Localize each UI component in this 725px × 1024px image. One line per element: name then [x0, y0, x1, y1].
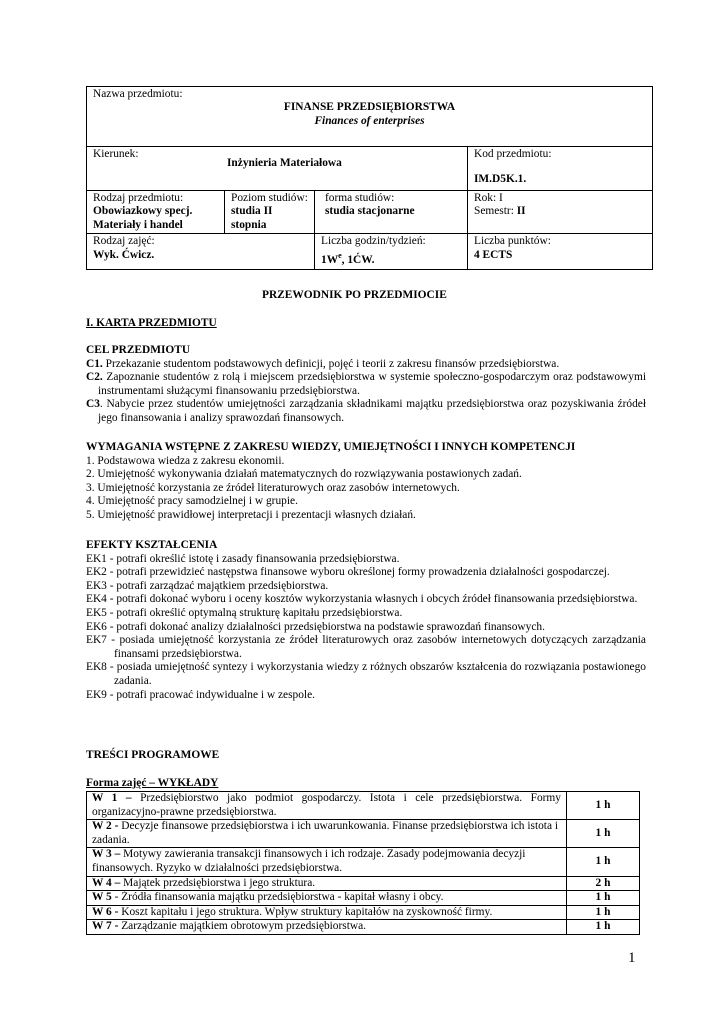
requirement-item: 3. Umiejętność korzystania ze źródeł literaturowych oraz zasobów internetowych.: [86, 481, 460, 494]
table-row: [87, 848, 640, 876]
type-value-2: Materiały i handel: [93, 218, 183, 231]
outcome-item: EK3 - potrafi zarządzać majątkiem przedsiębiorstwa.: [86, 579, 329, 592]
table-row: [87, 920, 640, 935]
lecture-hours: 1 h: [567, 905, 640, 920]
goal-item: C2. Zapoznanie studentów z rolą i miejscem przedsiębiorstwa w systemie społeczno-gospodarczym oraz podstawowymi instrumentami służącymi finansowaniu przedsiębiorstwa.: [86, 371, 646, 397]
outcome-item: EK4 - potrafi dokonać wyboru i oceny kosztów wykorzystania własnych i obcych źródeł finansowania przedsiębiorstwa.: [86, 593, 638, 606]
level-label: Poziom studiów:: [231, 192, 308, 204]
subject-name: FINANSE PRZEDSIĘBIORSTWA: [283, 101, 456, 114]
classes-cell: [87, 234, 315, 270]
lecture-topic: W 3 – Motywy zawierania transakcji finansowych i ich rodzaje. Zasady podejmowania decyzji finansowych. Ryzyko w działalności przedsiębiorstwa.: [87, 848, 567, 876]
field-label: Kierunek:: [93, 148, 139, 160]
table-row: [87, 792, 640, 820]
lecture-topic: W 6 - Koszt kapitału i jego struktura. Wpływ struktury kapitałów na zyskowność firmy.: [87, 905, 567, 920]
lecture-topic: W 4 – Majątek przedsiębiorstwa i jego struktura.: [87, 876, 567, 891]
hours-label: Liczba godzin/tydzień:: [321, 235, 426, 248]
goals-title: CEL PRZEDMIOTU: [86, 344, 191, 356]
code-cell: [468, 147, 653, 191]
outcome-item: EK2 - potrafi przewidzieć następstwa finansowe wyboru określonej formy prowadzenia działalności gospodarczej.: [86, 566, 610, 579]
table-row: [87, 876, 640, 891]
level-cell: [225, 191, 315, 234]
level-value: studia II stopnia: [231, 205, 273, 231]
subject-name-cell: [87, 87, 653, 147]
field-value: Inżynieria Materiałowa: [227, 157, 342, 170]
semester-label: Semestr:: [474, 205, 514, 218]
year-cell: [468, 191, 653, 234]
points-label: Liczba punktów:: [474, 235, 551, 248]
requirement-item: 1. Podstawowa wiedza z zakresu ekonomii.: [86, 454, 285, 467]
requirements-title: WYMAGANIA WSTĘPNE Z ZAKRESU WIEDZY, UMIEJĘTNOŚCI I INNYCH KOMPETENCJI: [86, 441, 576, 453]
lectures-table: [86, 791, 640, 935]
semester-line: [474, 205, 646, 218]
lecture-hours: 1 h: [567, 820, 640, 848]
lecture-topic: W 7 - Zarządzanie majątkiem obrotowym przedsiębiorstwa.: [87, 920, 567, 935]
requirement-item: 4. Umiejętność pracy samodzielnej i w grupie.: [86, 495, 298, 508]
form-label: forma studiów:: [325, 192, 395, 204]
lecture-hours: 1 h: [567, 792, 640, 820]
subject-name-en: Finances of enterprises: [314, 114, 425, 127]
classes-label: Rodzaj zajęć:: [93, 235, 155, 248]
code-label: Kod przedmiotu:: [474, 148, 552, 160]
points-cell: [468, 234, 653, 270]
points-value: 4 ECTS: [474, 248, 513, 261]
requirements-section: [86, 441, 646, 523]
outcome-item: EK7 - posiada umiejętność korzystania ze źródeł literaturowych oraz zasobów internetowych dotyczących zarządzania finansami przedsiębiorstwa.: [86, 634, 646, 660]
table-row: [87, 905, 640, 920]
outcomes-title: EFEKTY KSZTAŁCENIA: [86, 539, 218, 551]
outcome-item: EK1 - potrafi określić istotę i zasady finansowania przedsiębiorstwa.: [86, 552, 400, 565]
type-value: Obowiazkowy specj.: [93, 205, 193, 218]
outcome-item: EK5 - potrafi określić optymalną strukturę kapitału przedsiębiorstwa.: [86, 606, 403, 619]
form-cell: [315, 191, 468, 234]
lecture-hours: 1 h: [567, 848, 640, 876]
code-value: IM.D5K.1.: [474, 173, 527, 186]
lecture-hours: 1 h: [567, 891, 640, 906]
outcome-item: EK9 - potrafi pracować indywidualne i w zespole.: [86, 688, 315, 701]
hours-cell: [315, 234, 468, 270]
outcome-item: EK8 - posiada umiejętność syntezy i wykorzystania wiedzy z różnych obszarów kształcenia do rozwiązania postawionego zadania.: [86, 661, 646, 687]
outcome-item: EK6 - potrafi dokonać analizy działalności przedsiębiorstwa na podstawie sprawozdań finansowych.: [86, 620, 545, 633]
lectures-title: Forma zajęć – WYKŁADY: [86, 777, 219, 789]
goals-section: [86, 344, 646, 426]
goal-item: C1. Przekazanie studentom podstawowych definicji, pojęć i teorii z zakresu finansów przedsiębiorstwa.: [86, 357, 560, 370]
hours-value: $1W^e$, 1ĆW.: [321, 250, 375, 266]
classes-value: Wyk. Ćwicz.: [93, 248, 155, 261]
guide-title: PRZEWODNIK PO PRZEDMIOCIE: [262, 289, 447, 301]
card-title: I. KARTA PRZEDMIOTU: [86, 317, 217, 329]
requirement-item: 5. Umiejętność prawidłowej interpretacji i prezentacji własnych działań.: [86, 508, 416, 521]
type-label: Rodzaj przedmiotu:: [93, 192, 184, 204]
field-cell: [87, 147, 468, 191]
table-row: [87, 820, 640, 848]
goal-item: C3. Nabycie przez studentów umiejętności zarządzania składnikami majątku przedsiębiorstwa oraz pozyskiwania źródeł jego finansowania i analizy sprawozdań finansowych.: [86, 398, 646, 424]
table-row: [87, 891, 640, 906]
subject-label: Nazwa przedmiotu:: [93, 88, 183, 100]
subject-info-table: [86, 86, 653, 270]
form-value: studia stacjonarne: [325, 205, 415, 218]
type-cell: [87, 191, 225, 234]
program-title: TREŚCI PROGRAMOWE: [86, 749, 220, 761]
semester-value: II: [516, 205, 526, 218]
lecture-topic: W 5 - Źródła finansowania majątku przedsiębiorstwa - kapitał własny i obcy.: [87, 891, 567, 906]
page-number: 1: [628, 950, 636, 966]
lecture-topic: W 2 - Decyzje finansowe przedsiębiorstwa i ich uwarunkowania. Finanse przedsiębiorstwa ich istota i zadania.: [87, 820, 567, 848]
lecture-hours: 1 h: [567, 920, 640, 935]
year-label: Rok: I: [474, 192, 503, 204]
lecture-hours: 2 h: [567, 876, 640, 891]
requirement-item: 2. Umiejętność wykonywania działań matematycznych do rozwiązywania postawionych zadań.: [86, 468, 522, 481]
outcomes-section: [86, 539, 646, 702]
lecture-topic: W 1 – Przedsiębiorstwo jako podmiot gospodarczy. Istota i cele przedsiębiorstwa. Formy organizacyjno-prawne przedsiębiorstwa.: [87, 792, 567, 820]
